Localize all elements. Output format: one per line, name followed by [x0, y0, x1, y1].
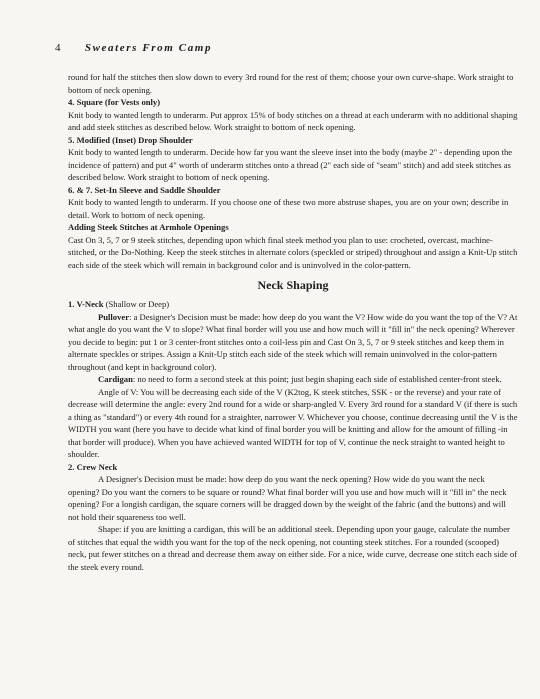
pullover-text: : a Designer's Decision must be made: how deep do you want the V? How wide do you want the top of the V? At what angle do you want the V to slope? What final border will you use and how much will it "fill in" the neck opening? Wherever you decide to begin: put 1 or 3 center-front stitches onto a coil-less pin and Cast On 3, 5, 7 or 9 steek stitches and keep them in alternate speckles or stripes. Assign a Knit-Up stitch each side of the steek which will remain uninvolved in the color-pattern throughout (and kept in background color).	[68, 311, 518, 372]
page-number: 4	[55, 42, 61, 54]
item-4-body: Knit body to wanted length to underarm. Put approx 15% of body stitches on a thread at each underarm with no additional shaping and add steek stitches as described below. Work straight to bottom of neck opening.	[68, 109, 518, 132]
vneck-cardigan-paragraph	[68, 373, 518, 386]
cardigan-label: Cardigan	[98, 374, 133, 384]
page-body	[68, 71, 518, 573]
crew-neck-paragraph-2: Shape: if you are knitting a cardigan, this will be an additional steek. Depending upon your gauge, calculate the number of stitches that equal the width you want for the top of the neck opening, not counting steek stitches. For a rounded (scooped) neck, put fewer stitches on a thread and decrease them away on either side. For a nice, wide curve, decrease one stitch each side of the steek every round.	[68, 524, 518, 572]
intro-paragraph: round for half the stitches then slow down to every 3rd round for the rest of them; choose your own curve-shape. Work straight to bottom of neck opening.	[68, 72, 514, 95]
steek-body: Cast On 3, 5, 7 or 9 steek stitches, depending upon which final steek method you plan to use: crocheted, overcast, machine-stitched, or the Do-Nothing. Keep the steek stitches in alternate colors (speckled or striped) throughout and assign a Knit-Up stitch each side of the steek which will remain in background color and is uninvolved in the color-pattern.	[68, 234, 518, 270]
vneck-pullover-paragraph	[68, 311, 518, 374]
book-title: Sweaters From Camp	[84, 42, 213, 54]
cardigan-text: : no need to form a second steek at this point; just begin shaping each side of established center-front steek.	[132, 374, 502, 384]
vneck-heading	[68, 298, 518, 311]
vneck-heading-note: (Shallow or Deep)	[103, 299, 170, 309]
item-5-heading: 5. Modified (Inset) Drop Shoulder	[68, 134, 193, 145]
crew-neck-heading: 2. Crew Neck	[68, 461, 118, 472]
item-6-7-body: Knit body to wanted length to underarm. If you choose one of these two more abstruse shapes, you are on your own; describe in detail. Work to bottom of neck opening.	[68, 197, 509, 220]
running-header	[55, 42, 212, 54]
steek-heading: Adding Steek Stitches at Armhole Openings	[68, 222, 229, 232]
item-5-body: Knit body to wanted length to underarm. Decide how far you want the sleeve inset into the body (maybe 2" - depending upon the incidence of pattern) and put 4" worth of underarm stitches onto a thread (2" each side of "seam" stitch) and add steek stitches as described below. Work straight to bottom of neck opening.	[68, 147, 513, 182]
item-6-7-heading: 6. & 7. Set-In Sleeve and Saddle Shoulder	[68, 184, 221, 195]
vneck-angle-paragraph: Angle of V: You will be decreasing each side of the V (K2tog, K steek stitches, SSK - or the reverse) and your rate of decrease will determine the angle: every 2nd round for a wide or sharp-angled V. Every 3rd round for a standard V (if there is such a thing as "standard") or every 4th round for a straighter, narrower V. Whichever you choose, continue decreasing until the V is the WIDTH you want (here you have to decide what kind of final border you will be knitting and allow for the amount of filling -in that border will produce). When you have achieved wanted WIDTH for top of V, continue the neck straight to wanted height to shoulder.	[68, 386, 518, 459]
item-4-heading: 4. Square (for Vests only)	[68, 97, 161, 107]
pullover-label: Pullover	[98, 311, 130, 322]
vneck-heading-label: 1. V-Neck	[68, 299, 104, 309]
crew-neck-paragraph-1: A Designer's Decision must be made: how deep do you want the neck opening? How wide do you want the neck opening? Do you want the corners to be square or round? What final border will you use and how much will it "fill in" the neck opening? For a longish cardigan, the square corners will be dragged down by the weight of the fabric (and the buttons) and will not hold their squareness too well.	[68, 474, 507, 522]
section-title-neck-shaping: Neck Shaping	[257, 278, 329, 292]
